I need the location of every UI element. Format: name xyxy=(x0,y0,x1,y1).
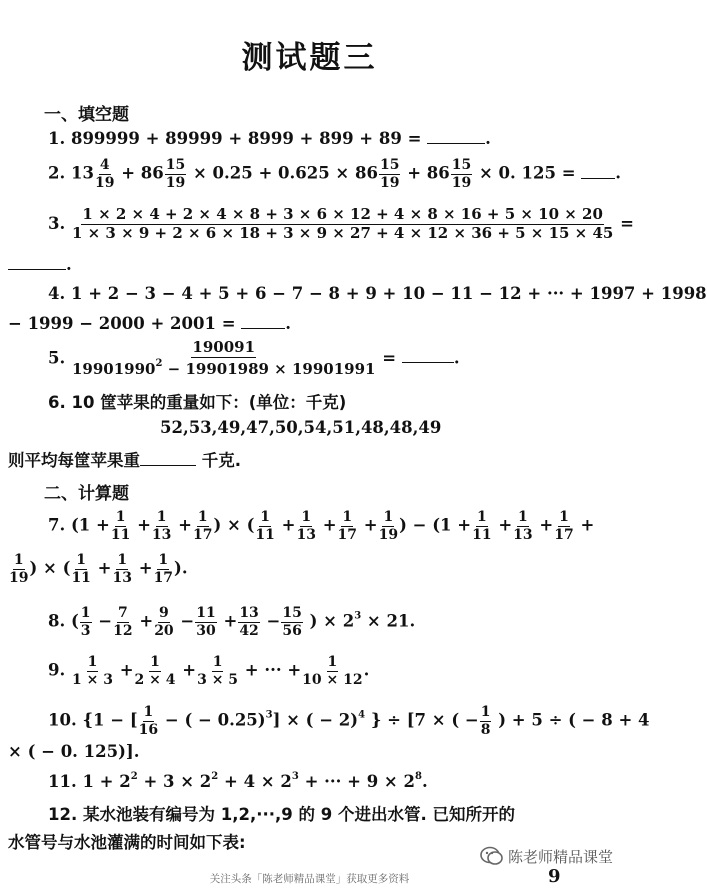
fraction: $\frac{1}{3}$ xyxy=(80,605,91,639)
fraction: $\frac{11}{30}$ xyxy=(196,605,216,639)
page-title: 测试题三 xyxy=(241,40,378,76)
fraction: $\frac{15}{19}$ xyxy=(379,157,400,191)
q1-end: . xyxy=(485,129,491,148)
q3-equals: = xyxy=(620,213,634,233)
answer-blank xyxy=(427,141,485,144)
fraction: $\frac{1}{1 \times 3}$ xyxy=(71,654,113,688)
question-1 xyxy=(48,129,491,148)
q6-unit: 千克. xyxy=(201,451,242,470)
fraction: $\frac{1}{11}$ xyxy=(255,509,275,543)
question-4-line-2 xyxy=(8,314,291,333)
q6-text: 则平均每筐苹果重 xyxy=(8,451,140,470)
fraction: $\frac{15}{19}$ xyxy=(451,157,472,191)
answer-blank xyxy=(140,463,196,466)
q2-term: + 86 xyxy=(407,163,450,183)
question-7-line-1: 7. (1 + $\frac{1}{11}$ + $\frac{1}{13}$ + $\frac{1}{17}$ ) × ( $\frac{1}{11}$ + $\frac{1}{13}$ + $\frac{1}{17}$ + $\frac{1}{19}$ ) − (1 + $\frac{1}{11}$ + $\frac{1}{13}$ + $\frac{1}{17}$ + xyxy=(48,509,595,543)
fraction: $\frac{7}{12}$ xyxy=(113,605,133,639)
fraction: $\frac{1}{19}$ xyxy=(378,509,399,543)
fraction: $\frac{1}{11}$ xyxy=(472,509,492,543)
answer-blank xyxy=(241,326,285,329)
q7-number: 7. xyxy=(48,515,66,535)
fraction: $\frac{1}{13}$ xyxy=(513,509,533,543)
question-12-line-2: 水管号与水池灌满的时间如下表: xyxy=(8,833,246,852)
fraction: $\frac{1}{17}$ xyxy=(153,552,174,586)
question-10-line-1: 10. {1 − [ $\frac{1}{16}$ − ( − 0.25)$^3$] × ( − 2)$^4$ } ÷ [7 × ( − $\frac{1}{8}$ ) + 5 ÷ ( − 8 + 4 xyxy=(48,704,650,738)
page-number: 9 xyxy=(548,866,561,887)
fraction: $\frac{1}{10 \times 12}$ xyxy=(302,654,363,688)
fraction: $\frac{1}{19}$ xyxy=(9,552,29,586)
question-10-line-2: × ( − 0. 125)]. xyxy=(8,742,140,761)
fraction: $\frac{1}{17}$ xyxy=(337,509,358,543)
question-8: 8. ( $\frac{1}{3}$ − $\frac{7}{12}$ + $\frac{9}{20}$ − $\frac{11}{30}$ + $\frac{13}{42}$ − $\frac{15}{56}$ ) × $2^3 \times 21$. xyxy=(48,605,416,639)
question-4-line-1: 4. 1 + 2 − 3 − 4 + 5 + 6 − 7 − 8 + 9 + 10 − 11 − 12 + ··· + 1997 + 1998 xyxy=(48,284,707,303)
q2-term: 13 xyxy=(70,163,94,183)
question-6-data: 52,53,49,47,50,54,51,48,48,49 xyxy=(160,418,442,437)
question-7-line-2: $\frac{1}{19}$ ) × ( $\frac{1}{11}$ + $\frac{1}{13}$ + $\frac{1}{17}$ ). xyxy=(9,552,188,586)
q3-number: 3. xyxy=(48,213,66,233)
q2-term: + 86 xyxy=(121,163,164,183)
answer-blank xyxy=(8,267,66,270)
answer-blank xyxy=(581,176,615,179)
fraction: $\frac{1}{13}$ xyxy=(112,552,132,586)
question-6-line-3 xyxy=(8,447,241,471)
fraction: $\frac{1}{17}$ xyxy=(192,509,213,543)
fraction: $\frac{1}{11}$ xyxy=(110,509,131,543)
footer-text: 关注头条「陈老师精品课堂」获取更多资料 xyxy=(209,873,410,885)
fraction: $\frac{1}{11}$ xyxy=(71,552,91,586)
fraction: $\frac{15}{56}$ xyxy=(282,605,302,639)
question-3 xyxy=(48,207,634,242)
q2-number: 2. xyxy=(48,163,66,183)
question-3-blank xyxy=(8,255,72,274)
section-calculation: 二、计算题 xyxy=(44,484,129,504)
q4-text: − 1999 − 2000 + 2001 = xyxy=(8,314,236,333)
question-2 xyxy=(48,158,621,190)
q2-term: × 0. 125 = xyxy=(478,163,576,183)
wechat-icon xyxy=(480,845,504,867)
fraction: $\frac{13}{42}$ xyxy=(239,605,259,639)
fraction: $\frac{1}{13}$ xyxy=(151,509,172,543)
fraction: $\frac{1}{8}$ xyxy=(480,704,491,738)
question-5 xyxy=(48,340,460,378)
q2-end: . xyxy=(615,163,622,183)
fraction: $\frac{9}{20}$ xyxy=(154,605,174,639)
question-12-line-1: 12. 某水池装有编号为 1,2,···,9 的 9 个进出水管. 已知所开的 xyxy=(48,805,515,824)
question-11: 11. $1 + 2^2 + 3 \times 2^2 + 4 \times 2^3$ + ··· + $9 \times 2^8$. xyxy=(48,771,428,791)
fraction: 1 × 2 × 4 + 2 × 4 × 8 + 3 × 6 × 12 + 4 × 8 × 16 + 5 × 10 × 20 1 × 3 × 9 + 2 × 6 × 18 + 3 × 9 × 27 + 4 × 12 × 36 + 5 × 15 × 45 xyxy=(71,205,614,242)
q3-end: . xyxy=(66,255,72,274)
q4-end: . xyxy=(285,314,292,333)
q8-number: 8. xyxy=(48,611,66,631)
fraction: $\frac{1}{3 \times 5}$ xyxy=(197,654,239,688)
section-fill-blank: 一、填空题 xyxy=(44,105,129,125)
q5-equals: = xyxy=(382,348,397,368)
fraction: $\frac{1}{17}$ xyxy=(554,509,574,543)
fraction: $\frac{1}{16}$ xyxy=(138,704,159,738)
q5-number: 5. xyxy=(48,348,66,368)
q2-term: × 0.25 + 0.625 × 86 xyxy=(192,163,378,183)
fraction: $\frac{190091}{19901990^2 - 19901989 \times 19901991}$ xyxy=(71,338,376,378)
q9-number: 9. xyxy=(48,660,66,680)
question-6-line-1: 6. 10 筐苹果的重量如下：(单位：千克) xyxy=(48,393,347,412)
fraction: $\frac{1}{2 \times 4}$ xyxy=(134,654,176,688)
fraction: $\frac{15}{19}$ xyxy=(165,157,186,191)
fraction: $\frac{4}{19}$ xyxy=(94,157,115,191)
answer-blank xyxy=(402,360,454,363)
q1-text: 1. 899999 + 89999 + 8999 + 899 + 89 = xyxy=(48,129,422,148)
fraction: $\frac{1}{13}$ xyxy=(296,509,316,543)
q5-end: . xyxy=(453,348,460,368)
watermark-text: 陈老师精品课堂 xyxy=(508,848,614,866)
question-9: 9. $\frac{1}{1 \times 3}$ + $\frac{1}{2 \times 4}$ + $\frac{1}{3 \times 5}$ + ··· + $\frac{1}{10 \times 12}$ . xyxy=(48,654,370,688)
